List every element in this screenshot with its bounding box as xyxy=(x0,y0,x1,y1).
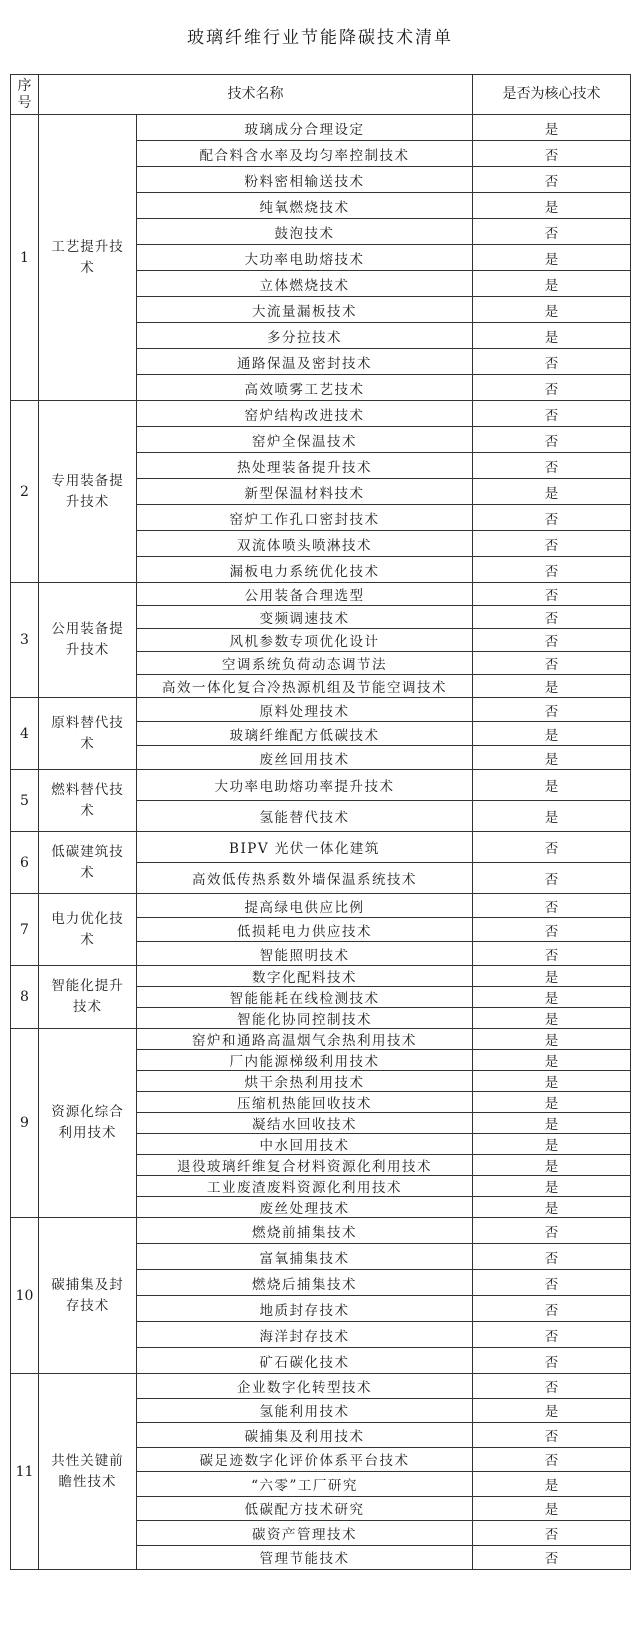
core-flag: 否 xyxy=(473,1423,631,1448)
header-name: 技术名称 xyxy=(39,75,473,115)
technology-name: 原料处理技术 xyxy=(137,698,473,722)
technology-name: 变频调速技术 xyxy=(137,606,473,629)
core-flag: 是 xyxy=(473,297,631,323)
core-flag: 是 xyxy=(473,1008,631,1029)
core-flag: 是 xyxy=(473,1398,631,1423)
table-row xyxy=(11,1374,631,1399)
technology-name: 凝结水回收技术 xyxy=(137,1113,473,1134)
technology-name: 空调系统负荷动态调节法 xyxy=(137,652,473,675)
group-category: 碳捕集及封存技术 xyxy=(39,1218,137,1374)
technology-name: 管理节能技术 xyxy=(137,1545,473,1570)
technology-name: 地质封存技术 xyxy=(137,1296,473,1322)
core-flag: 否 xyxy=(473,1374,631,1399)
core-flag: 是 xyxy=(473,193,631,219)
core-flag: 是 xyxy=(473,1113,631,1134)
technology-name: 废丝处理技术 xyxy=(137,1197,473,1218)
group-number: 6 xyxy=(11,832,39,894)
technology-name: 低损耗电力供应技术 xyxy=(137,918,473,942)
group-category: 低碳建筑技术 xyxy=(39,832,137,894)
core-flag: 否 xyxy=(473,1296,631,1322)
table-body xyxy=(11,115,631,1570)
core-flag: 是 xyxy=(473,1134,631,1155)
group-number: 8 xyxy=(11,966,39,1029)
core-flag: 是 xyxy=(473,1155,631,1176)
core-flag: 是 xyxy=(473,722,631,746)
technology-name: 矿石碳化技术 xyxy=(137,1348,473,1374)
technology-name: 数字化配料技术 xyxy=(137,966,473,987)
core-flag: 是 xyxy=(473,675,631,698)
core-flag: 是 xyxy=(473,479,631,505)
group-category: 电力优化技术 xyxy=(39,894,137,966)
group-number: 7 xyxy=(11,894,39,966)
group-number: 11 xyxy=(11,1374,39,1570)
core-flag: 否 xyxy=(473,349,631,375)
core-flag: 否 xyxy=(473,652,631,675)
core-flag: 是 xyxy=(473,966,631,987)
core-flag: 否 xyxy=(473,1270,631,1296)
technology-name: 玻璃成分合理设定 xyxy=(137,115,473,141)
technology-name: BIPV 光伏一体化建筑 xyxy=(137,832,473,863)
table-row xyxy=(11,115,631,141)
technology-name: 配合料含水率及均匀率控制技术 xyxy=(137,141,473,167)
core-flag: 是 xyxy=(473,801,631,832)
core-flag: 是 xyxy=(473,1071,631,1092)
core-flag: 否 xyxy=(473,453,631,479)
technology-name: 工业废渣废料资源化利用技术 xyxy=(137,1176,473,1197)
core-flag: 否 xyxy=(473,1218,631,1244)
core-flag: 是 xyxy=(473,987,631,1008)
core-flag: 否 xyxy=(473,557,631,583)
core-flag: 否 xyxy=(473,427,631,453)
technology-name: 企业数字化转型技术 xyxy=(137,1374,473,1399)
technology-table xyxy=(10,74,631,1570)
core-flag: 否 xyxy=(473,606,631,629)
core-flag: 否 xyxy=(473,375,631,401)
table-row xyxy=(11,1218,631,1244)
technology-name: 大功率电助熔技术 xyxy=(137,245,473,271)
technology-name: 纯氧燃烧技术 xyxy=(137,193,473,219)
core-flag: 是 xyxy=(473,115,631,141)
technology-name: 燃烧前捕集技术 xyxy=(137,1218,473,1244)
technology-name: 海洋封存技术 xyxy=(137,1322,473,1348)
table-row xyxy=(11,698,631,722)
core-flag: 是 xyxy=(473,746,631,770)
group-number: 10 xyxy=(11,1218,39,1374)
technology-name: 燃烧后捕集技术 xyxy=(137,1270,473,1296)
technology-name: 废丝回用技术 xyxy=(137,746,473,770)
core-flag: 否 xyxy=(473,1348,631,1374)
core-flag: 是 xyxy=(473,1092,631,1113)
technology-name: 氢能利用技术 xyxy=(137,1398,473,1423)
technology-name: 富氧捕集技术 xyxy=(137,1244,473,1270)
technology-name: 窑炉结构改进技术 xyxy=(137,401,473,427)
core-flag: 否 xyxy=(473,832,631,863)
group-category: 智能化提升技术 xyxy=(39,966,137,1029)
core-flag: 否 xyxy=(473,918,631,942)
header-no: 序号 xyxy=(11,75,39,115)
technology-name: 大流量漏板技术 xyxy=(137,297,473,323)
technology-name: “六零”工厂研究 xyxy=(137,1472,473,1497)
core-flag: 否 xyxy=(473,942,631,966)
technology-name: 热处理装备提升技术 xyxy=(137,453,473,479)
core-flag: 是 xyxy=(473,1029,631,1050)
technology-name: 智能照明技术 xyxy=(137,942,473,966)
group-number: 1 xyxy=(11,115,39,401)
group-number: 5 xyxy=(11,770,39,832)
table-row xyxy=(11,966,631,987)
table-row xyxy=(11,401,631,427)
table-row xyxy=(11,894,631,918)
technology-name: 大功率电助熔功率提升技术 xyxy=(137,770,473,801)
table-row xyxy=(11,583,631,606)
technology-name: 高效一体化复合冷热源机组及节能空调技术 xyxy=(137,675,473,698)
technology-name: 通路保温及密封技术 xyxy=(137,349,473,375)
core-flag: 是 xyxy=(473,1472,631,1497)
table-row xyxy=(11,832,631,863)
core-flag: 否 xyxy=(473,894,631,918)
technology-name: 新型保温材料技术 xyxy=(137,479,473,505)
technology-name: 高效喷雾工艺技术 xyxy=(137,375,473,401)
technology-name: 氢能替代技术 xyxy=(137,801,473,832)
table-header-row xyxy=(11,75,631,115)
technology-name: 玻璃纤维配方低碳技术 xyxy=(137,722,473,746)
core-flag: 否 xyxy=(473,505,631,531)
core-flag: 否 xyxy=(473,1521,631,1546)
header-core: 是否为核心技术 xyxy=(473,75,631,115)
core-flag: 否 xyxy=(473,583,631,606)
technology-name: 碳足迹数字化评价体系平台技术 xyxy=(137,1447,473,1472)
core-flag: 否 xyxy=(473,141,631,167)
technology-name: 窑炉工作孔口密封技术 xyxy=(137,505,473,531)
technology-name: 漏板电力系统优化技术 xyxy=(137,557,473,583)
core-flag: 否 xyxy=(473,1545,631,1570)
group-number: 9 xyxy=(11,1029,39,1218)
technology-name: 窑炉全保温技术 xyxy=(137,427,473,453)
technology-name: 碳资产管理技术 xyxy=(137,1521,473,1546)
group-category: 公用装备提升技术 xyxy=(39,583,137,698)
group-category: 专用装备提升技术 xyxy=(39,401,137,583)
group-category: 工艺提升技术 xyxy=(39,115,137,401)
technology-name: 窑炉和通路高温烟气余热利用技术 xyxy=(137,1029,473,1050)
technology-name: 提高绿电供应比例 xyxy=(137,894,473,918)
page-title: 玻璃纤维行业节能降碳技术清单 xyxy=(187,28,453,48)
core-flag: 是 xyxy=(473,770,631,801)
technology-name: 碳捕集及利用技术 xyxy=(137,1423,473,1448)
technology-name: 低碳配方技术研究 xyxy=(137,1496,473,1521)
technology-name: 立体燃烧技术 xyxy=(137,271,473,297)
core-flag: 否 xyxy=(473,401,631,427)
core-flag: 是 xyxy=(473,245,631,271)
core-flag: 是 xyxy=(473,271,631,297)
technology-name: 多分拉技术 xyxy=(137,323,473,349)
group-category: 原料替代技术 xyxy=(39,698,137,770)
technology-name: 退役玻璃纤维复合材料资源化利用技术 xyxy=(137,1155,473,1176)
core-flag: 否 xyxy=(473,1322,631,1348)
technology-name: 公用装备合理选型 xyxy=(137,583,473,606)
core-flag: 否 xyxy=(473,1244,631,1270)
technology-name: 风机参数专项优化设计 xyxy=(137,629,473,652)
core-flag: 否 xyxy=(473,1447,631,1472)
group-category: 资源化综合利用技术 xyxy=(39,1029,137,1218)
core-flag: 否 xyxy=(473,167,631,193)
technology-name: 烘干余热利用技术 xyxy=(137,1071,473,1092)
technology-name: 双流体喷头喷淋技术 xyxy=(137,531,473,557)
core-flag: 否 xyxy=(473,531,631,557)
core-flag: 否 xyxy=(473,629,631,652)
core-flag: 是 xyxy=(473,1050,631,1071)
core-flag: 否 xyxy=(473,219,631,245)
group-number: 2 xyxy=(11,401,39,583)
table-row xyxy=(11,770,631,801)
group-number: 3 xyxy=(11,583,39,698)
technology-name: 中水回用技术 xyxy=(137,1134,473,1155)
technology-name: 粉料密相输送技术 xyxy=(137,167,473,193)
technology-name: 智能化协同控制技术 xyxy=(137,1008,473,1029)
technology-name: 智能能耗在线检测技术 xyxy=(137,987,473,1008)
core-flag: 是 xyxy=(473,1496,631,1521)
core-flag: 是 xyxy=(473,323,631,349)
core-flag: 否 xyxy=(473,863,631,894)
table-row xyxy=(11,1029,631,1050)
technology-name: 鼓泡技术 xyxy=(137,219,473,245)
core-flag: 是 xyxy=(473,1176,631,1197)
technology-name: 压缩机热能回收技术 xyxy=(137,1092,473,1113)
technology-name: 高效低传热系数外墙保温系统技术 xyxy=(137,863,473,894)
group-category: 燃料替代技术 xyxy=(39,770,137,832)
group-number: 4 xyxy=(11,698,39,770)
core-flag: 是 xyxy=(473,1197,631,1218)
core-flag: 否 xyxy=(473,698,631,722)
group-category: 共性关键前瞻性技术 xyxy=(39,1374,137,1570)
technology-name: 厂内能源梯级利用技术 xyxy=(137,1050,473,1071)
